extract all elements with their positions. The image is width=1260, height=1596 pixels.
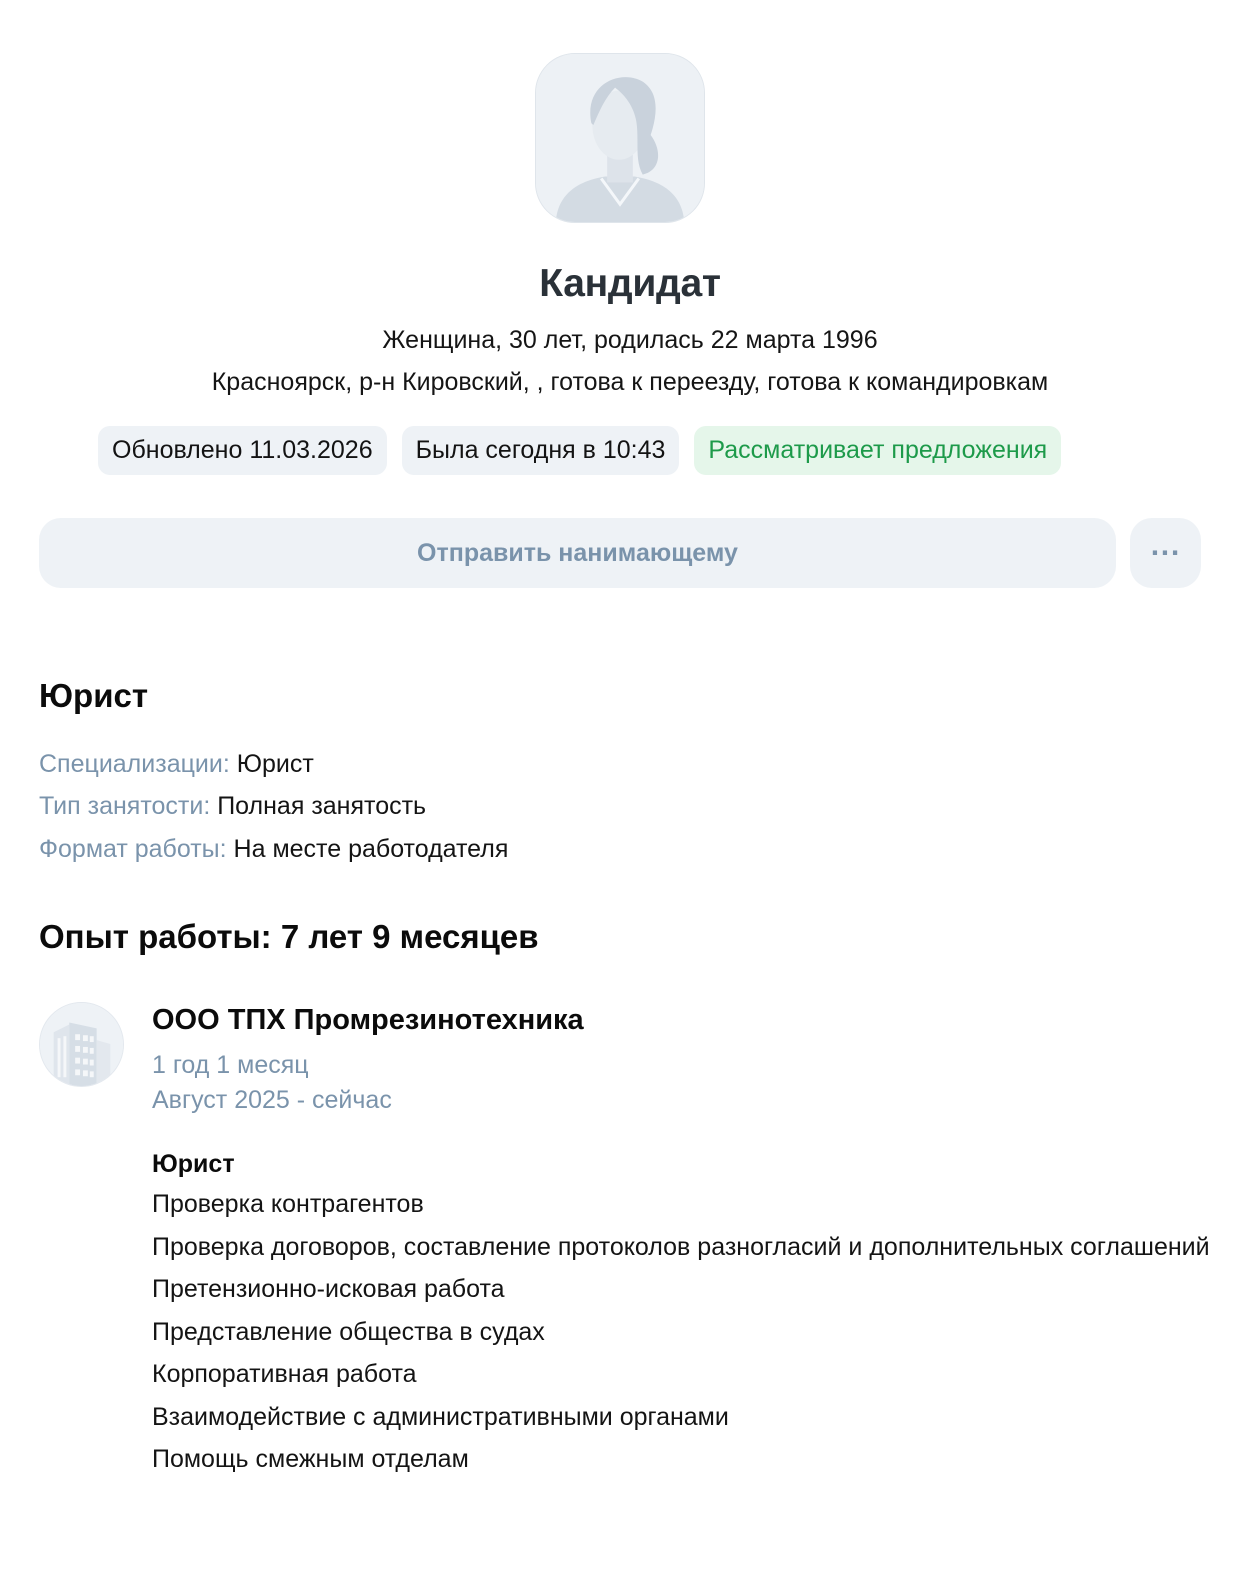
duty-item: Претензионно-исковая работа <box>152 1275 505 1303</box>
company-name: ООО ТПХ Промрезинотехника <box>152 1004 584 1036</box>
work-format-label: Формат работы: <box>39 835 227 863</box>
employment-type-row <box>39 792 426 821</box>
status-chips <box>98 426 1061 475</box>
female-avatar-placeholder-icon <box>536 54 704 222</box>
work-format-row <box>39 835 508 864</box>
job-position: Юрист <box>152 1150 235 1178</box>
specializations-value: Юрист <box>229 750 314 778</box>
job-period: Август 2025 - сейчас <box>152 1086 392 1114</box>
last-seen-badge: Была сегодня в 10:43 <box>402 426 680 475</box>
employment-type-label: Тип занятости: <box>39 792 211 820</box>
job-search-status-badge: Рассматривает предложения <box>694 426 1061 475</box>
send-to-hiring-manager-button[interactable]: Отправить нанимающему <box>39 518 1116 588</box>
candidate-demographics: Женщина, 30 лет, родилась 22 марта 1996 <box>382 326 878 354</box>
duty-item: Взаимодействие с административными органами <box>152 1402 729 1431</box>
more-actions-button[interactable] <box>1130 518 1201 588</box>
duty-item: Помощь смежным отделам <box>152 1445 469 1473</box>
specializations-label: Специализации: <box>39 750 230 778</box>
duty-item: Проверка контрагентов <box>152 1190 424 1218</box>
job-duties-list <box>152 1183 1212 1481</box>
duty-item: Представление общества в судах <box>152 1317 545 1346</box>
candidate-location: Красноярск, р-н Кировский, , готова к переезду, готова к командировкам <box>211 368 1049 396</box>
duty-item: Корпоративная работа <box>152 1360 417 1388</box>
desired-position-title: Юрист <box>39 677 148 714</box>
updated-badge: Обновлено 11.03.2026 <box>98 426 387 475</box>
specializations-row <box>39 750 314 779</box>
candidate-name: Кандидат <box>539 262 721 305</box>
building-icon <box>40 1003 123 1086</box>
company-logo <box>39 1002 124 1087</box>
employment-type-value: Полная занятость <box>210 792 427 820</box>
job-duration: 1 год 1 месяц <box>152 1051 309 1079</box>
candidate-avatar <box>535 53 705 223</box>
duty-item: Проверка договоров, составление протоколов разногласий и дополнительных соглашений <box>152 1232 1210 1261</box>
more-dots-icon: ··· <box>1150 539 1181 567</box>
work-format-value: На месте работодателя <box>226 835 509 863</box>
experience-title: Опыт работы: 7 лет 9 месяцев <box>39 918 539 955</box>
